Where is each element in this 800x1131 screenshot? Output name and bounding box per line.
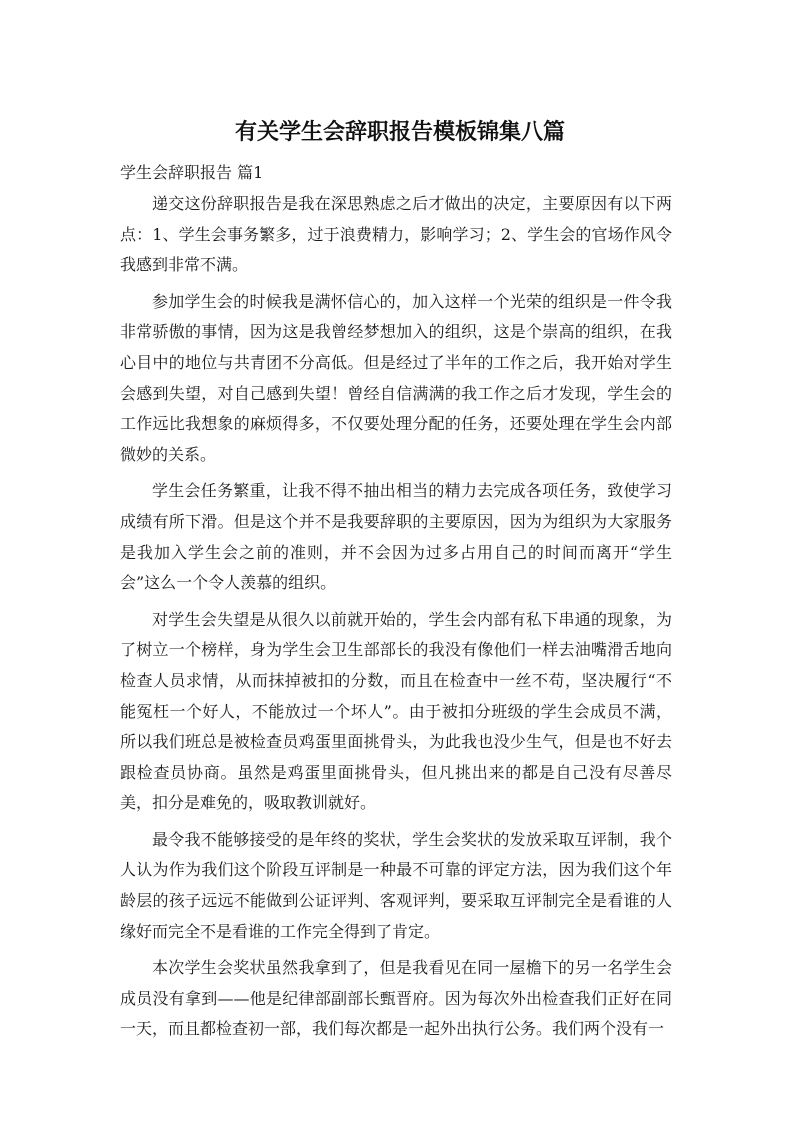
- document-title: 有关学生会辞职报告模板锦集八篇: [234, 120, 565, 145]
- paragraph: 最令我不能够接受的是年终的奖状，学生会奖状的发放采取互评制，我个人认为作为我们这个阶段互评制是一种最不可靠的评定方法，因为我们这个年龄层的孩子远远不能做到公证评判、客观评判，要采取互评制完全是看谁的人缘好而完全不是看谁的工作完全得到了肯定。: [120, 829, 672, 941]
- paragraph: 递交这份辞职报告是我在深思熟虑之后才做出的决定，主要原因有以下两点：1、学生会事务繁多，过于浪费精力，影响学习；2、学生会的官场作风令我感到非常不满。: [120, 194, 672, 275]
- paragraph: 本次学生会奖状虽然我拿到了，但是我看见在同一屋檐下的另一名学生会成员没有拿到——他是纪律部副部长甄晋府。因为每次外出检查我们正好在同一天，而且都检查初一部，我们每次都是一起外出执行公务。我们两个没有一: [120, 958, 672, 1039]
- section-heading: 学生会辞职报告 篇1: [120, 163, 264, 182]
- document-body: [120, 189, 672, 1051]
- paragraph: 学生会任务繁重，让我不得不抽出相当的精力去完成各项任务，致使学习成绩有所下滑。但是这个并不是我要辞职的主要原因，因为为组织为大家服务是我加入学生会之前的准则，并不会因为过多占用自己的时间而离开“学生会”这么一个令人羡慕的组织。: [120, 481, 672, 593]
- paragraph: 参加学生会的时候我是满怀信心的，加入这样一个光荣的组织是一件令我非常骄傲的事情，因为这是我曾经梦想加入的组织，这是个崇高的组织，在我心目中的地位与共青团不分高低。但是经过了半年的工作之后，我开始对学生会感到失望，对自己感到失望！曾经自信满满的我工作之后才发现，学生会的工作远比我想象的麻烦得多，不仅要处理分配的任务，还要处理在学生会内部微妙的关系。: [120, 291, 672, 464]
- paragraph: 对学生会失望是从很久以前就开始的，学生会内部有私下串通的现象，为了树立一个榜样，身为学生会卫生部部长的我没有像他们一样去油嘴滑舌地向检查人员求情，从而抹掉被扣的分数，而且在检查中一丝不苟，坚决履行“不能冤枉一个好人，不能放过一个坏人”。由于被扣分班级的学生会成员不满，所以我们班总是被检查员鸡蛋里面挑骨头，为此我也没少生气，但是也不好去跟检查员协商。虽然是鸡蛋里面挑骨头，但凡挑出来的都是自己没有尽善尽美，扣分是难免的，吸取教训就好。: [120, 609, 672, 813]
